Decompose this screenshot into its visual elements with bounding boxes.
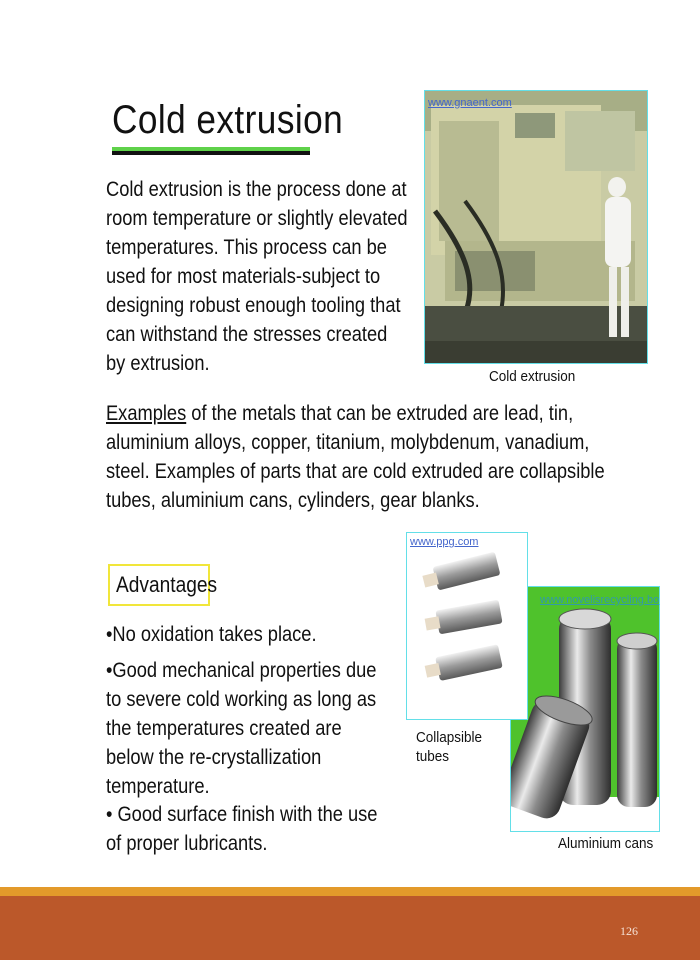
- footer-stripe: [0, 887, 700, 896]
- collapsible-tubes-image: [406, 532, 528, 720]
- examples-lead: Examples: [106, 402, 187, 425]
- advantages-heading: Advantages: [116, 572, 218, 597]
- cold-extrusion-machine-image: [424, 90, 648, 364]
- examples-paragraph: [106, 399, 619, 515]
- footer-bar: [0, 896, 700, 960]
- cans-image-watermark[interactable]: www.novelisrecycling.bo: [540, 594, 660, 606]
- examples-text: of the metals that can be extruded are lead, tin, aluminium alloys, copper, titanium, molybdenum, vanadium, steel. Examples of parts that are cold extruded are collapsible tubes, aluminium cans, cylinders, gear blanks.: [106, 402, 605, 512]
- page-number: 126: [620, 924, 638, 938]
- title-underline: [112, 150, 310, 155]
- slide-title: Cold extrusion: [112, 98, 344, 142]
- title-underline-accent: [112, 147, 310, 151]
- advantage-item-1: •No oxidation takes place.: [106, 623, 317, 646]
- machine-image-caption: Cold extrusion: [489, 368, 576, 385]
- tubes-image-watermark[interactable]: www.ppg.com: [410, 536, 479, 548]
- advantage-item-3: • Good surface finish with the use of proper lubricants.: [106, 803, 378, 855]
- intro-paragraph: Cold extrusion is the process done at room temperature or slightly elevated temperatures. This process can be used for most materials-subject to designing robust enough tooling that can withstand the stresses created by extrusion.: [106, 178, 408, 375]
- cans-image-caption: Aluminium cans: [558, 835, 654, 852]
- advantage-item-2: •Good mechanical properties due to severe cold working as long as the temperatures created are below the re-crystallization temperature.: [106, 659, 377, 798]
- tubes-image-caption: Collapsible tubes: [416, 729, 483, 765]
- aluminium-cans-image: [510, 586, 660, 832]
- machine-image-watermark[interactable]: www.gnaent.com: [428, 97, 512, 109]
